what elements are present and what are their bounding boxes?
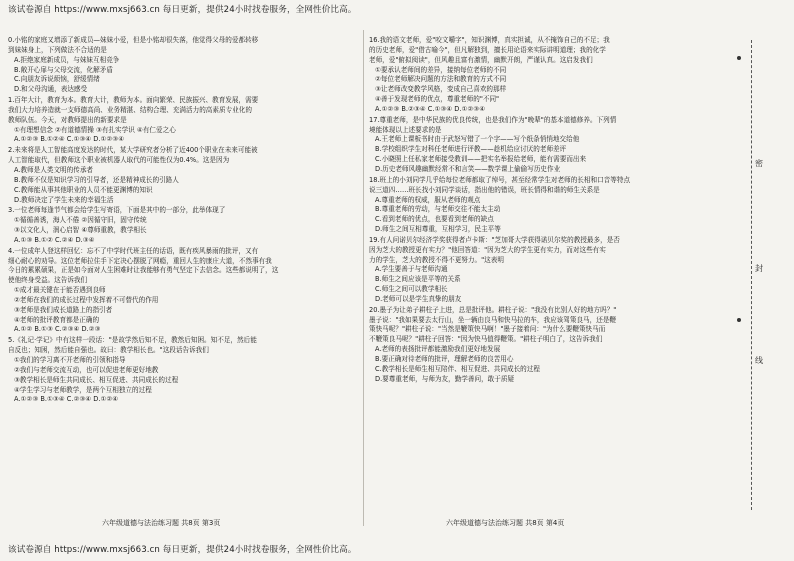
answer-option: B.要正确对待老师的批评，理解老师的良苦用心 (375, 355, 514, 363)
question-stem-line: 力的学生，芝大的教授不得不更努力。"这表明 (369, 255, 504, 264)
left-column (8, 36, 362, 406)
answer-option: A.拒绝家庭新成员，与妹妹互相竞争 (14, 55, 120, 64)
question-block (8, 146, 362, 205)
question-block (369, 116, 721, 175)
answer-option: ①有理想信念 ②有道德情操 ③有扎实学识 ④有仁爱之心 (14, 125, 176, 134)
right-column (369, 36, 721, 386)
question-block (369, 306, 721, 385)
answer-option: C.教师能从事其他职业的人员不能更渊博的知识 (14, 185, 153, 194)
question-stem-line: 策快马呢？"耕柱子说："当然是鞭策快马啊！"墨子接着问："为什么要鞭策快马而 (369, 325, 606, 334)
question-block (369, 236, 721, 305)
answer-option: A.①②③ B.①③④ C.②③④ D.①②④ (14, 395, 119, 404)
seal-mark-feng: 封 (755, 264, 763, 273)
answer-option: ④老师的批评教育都是正确的 (14, 315, 100, 324)
binding-line (751, 40, 752, 510)
seal-mark-xian: 线 (755, 356, 763, 365)
question-stem-line: 0.小铭的家庭又增添了新成员—妹妹小爱，但是小铭却很失落，他觉得父母的爱都转移 (8, 36, 259, 44)
question-stem-line: 教师队伍。今天，对教师提出的新要求是 (8, 115, 127, 124)
answer-option: ③老师是我们成长道路上的指引者 (14, 305, 113, 314)
question-block (369, 176, 721, 235)
answer-option: B.学校组织学生对科任老师进行评教——趁机给应讨厌的老师差评 (375, 145, 567, 154)
answer-option: ①要承认老师间的差异，接纳每位老师的不同 (375, 65, 507, 74)
answer-option: B.教师不仅是知识学习的引导者，还是精神成长的引路人 (14, 175, 179, 184)
answer-option: C.小晓照上任私家老师接受教训——把实名举报给老师，能有需要而出来 (375, 155, 587, 164)
source-banner-top: 该试卷源自 https://www.mxsj663.cn 每日更新，提供24小时找卷服务，全网性价比高。 (8, 5, 357, 15)
question-stem-line: 3.一位老师每逢节气都会给学生写寄语，下面是其中的一部分，此举体现了 (8, 206, 226, 215)
answer-option: A.①② B.①③ C.②③④ D.②③ (14, 325, 101, 334)
answer-option: ②老师在我们的成长过程中发挥着不可替代的作用 (14, 295, 159, 304)
question-stem-line: 1.百年大计，教育为本。教育大计，教师为本。面向繁荣、民族振兴、教育发展，需要 (8, 96, 259, 105)
source-banner-bottom: 该试卷源自 https://www.mxsj663.cn 每日更新，提供24小时找卷服务，全网性价比高。 (8, 545, 357, 555)
page-footer-right: 六年级道德与法治练习题 共8页 第4页 (446, 519, 565, 527)
answer-option: A.尊重老师的权威，服从老师的观点 (375, 195, 481, 204)
question-stem-line: 墨子说："我如果要去太行山，坐一辆由良马和快马拉的车，我应该驾策良马，还是鞭 (369, 315, 616, 324)
margin-dot (737, 56, 741, 60)
answer-option: ④善于发现老师的优点，尊重老师的"不同" (375, 95, 500, 104)
question-stem-line: 境能体现以上述要求的是 (369, 125, 442, 134)
question-block (8, 36, 362, 95)
question-stem-line: 4.一位成年人登这样回忆：忘不了中学时代班主任的话语，既有疾风暴雨的批评，又有 (8, 246, 259, 255)
answer-option: ③让老师改变教学风格，变成自己喜欢的那样 (375, 85, 507, 94)
answer-option: C.师生之间可以教学相长 (375, 285, 448, 294)
question-stem-line: 不鞭策良马呢？"耕柱子回答："因为快马值得鞭策。"耕柱子明白了，这告诉我们 (369, 335, 603, 344)
answer-option: A.王老师上课板书时由于武怒写错了一个字——写个纸条悄悄地交给他 (375, 135, 580, 144)
answer-option: ②我们与老师交流互动，也可以促进老师更好地教 (14, 365, 159, 374)
question-stem-line: 今日的累累硕果，正是如今面对人生困难时让我能够有勇气坚定下去信念。这些都说明了，这 (8, 266, 279, 275)
answer-option: B.师生之间应该是平等的关系 (375, 275, 461, 284)
question-stem-line: 自反也；知困，然后能自强也。故曰：教学相长也。"这段话告诉我们 (8, 346, 209, 355)
question-stem-line: 使他终身受益。这告诉我们 (8, 276, 88, 285)
answer-option: A.教师是人类文明的传承者 (14, 165, 94, 174)
question-stem-line: 到妹妹身上，下列做法不合适的是 (8, 45, 107, 54)
question-stem-line: 2.未来将是人工智能高度发达的时代，某大学研究者分析了近400个职业在未来可能被 (8, 146, 258, 155)
question-stem-line: 说三道四……班长找小刘同学谈话，指出他的错误，班长情得和谐的师生关系是 (369, 185, 600, 194)
question-gap (369, 385, 721, 386)
answer-option: C.看到老师的优点，也要看到老师的缺点 (375, 215, 494, 224)
question-stem-line: 5.《礼记·学记》中有这样一段话："是故学然后知不足，教然后知困。知不足，然后能 (8, 336, 257, 345)
question-block (8, 206, 362, 245)
answer-option: ④学生学习与老师教学，是两个互相独立的过程 (14, 385, 152, 394)
answer-option: A.老师的表扬批评都能激励我们更好地发展 (375, 345, 501, 354)
question-block (369, 36, 721, 115)
answer-option: A.学生要善于与老师沟通 (375, 265, 448, 274)
question-stem-line: 细心耐心的劝导。这位老师拉住手下定决心摆脱了网瘾，重回人生的康庄大道，不然事有我 (8, 256, 272, 265)
answer-option: C.向朋友诉说烦恼，舒缓情绪 (14, 75, 100, 84)
answer-option: D.历史老师风趣幽默经常不和言笑——数学课上偷偷写历史作业 (375, 164, 561, 173)
question-stem-line: 的历史老师，爱"借古喻今"，但凡解独到，擅长用论语来实际讲明道理；我的化学 (369, 45, 606, 54)
question-stem-line: 19.有人问诺贝尔经济学奖获得者卢卡斯："芝加哥大学获得诺贝尔奖的教授最多，是否 (369, 235, 620, 244)
question-stem-line: 我们大力培养造就一支师德高尚、业务精湛、结构合理、充满活力的高素质专业化的 (8, 105, 252, 114)
column-divider (363, 30, 364, 526)
question-stem-line: 18.班上的小刘同学几乎给每位老师都取了绰号，甚至经常学生对老师的长相和口音等特点 (369, 175, 631, 184)
answer-option: ②每位老师解决问题的方法和教育的方式不同 (375, 75, 507, 84)
answer-option: ①我们的学习离不开老师的引领和指导 (14, 356, 126, 364)
question-block (8, 96, 362, 145)
answer-option: A.①③ B.①② C.②④ D.③④ (14, 235, 95, 244)
question-stem-line: 老师，爱"俯拟阅读"，但风趣且富有激情，幽默开朗，严谨认真。这启发我们 (369, 55, 593, 64)
answer-option: ③以文化人，润心启智 ④尊师重教，教学相长 (14, 226, 147, 235)
answer-option: A.①②③ B.②③④ C.①③④ D.①②③④ (375, 104, 486, 113)
question-stem-line: 16.我的语文老师，爱"咬文嚼字"，知识渊博，真实担诚，从不掩饰自己的不足；我 (369, 36, 610, 44)
answer-option: D.师生之间互相尊重，互相学习，民主平等 (375, 225, 501, 234)
answer-option: B.尊重老师的劳动，与老师交往不能太主动 (375, 205, 501, 214)
question-stem-line: 人工智能取代，但教师这个职业被机器人取代的可能性仅为0.4%。这是因为 (8, 156, 230, 165)
question-gap (8, 405, 362, 406)
margin-dot (737, 318, 741, 322)
answer-option: B.敞开心扉与父母交流，化解矛盾 (14, 65, 113, 74)
question-block (8, 247, 362, 336)
answer-option: D.教师决定了学生未来的幸福生活 (14, 195, 114, 204)
answer-option: C.教学相长是师生相互陪伴、相互促进、共同成长的过程 (375, 364, 540, 373)
answer-option: A.①②③ B.①②④ C.①③④ D.①②③④ (14, 135, 125, 144)
answer-option: ③教学相长是师生共同成长、相互促进、共同成长的过程 (14, 375, 179, 384)
question-stem-line: 20.墨子为让弟子耕柱子上进，总是批评他。耕柱子说："我没有比别人好的地方吗？" (369, 305, 617, 314)
answer-option: D.和父母沟通，表达感受 (14, 85, 88, 94)
seal-mark-mi: 密 (755, 159, 763, 168)
page-footer-left: 六年级道德与法治练习题 共8页 第3页 (102, 519, 221, 527)
question-stem-line: 因为芝大的教授更有实力？"他回答道："因为芝大的学生更有实力，而对这些有实 (369, 245, 606, 254)
answer-option: ①循循善诱，海人不倦 ②因循守旧，固守传统 (14, 216, 147, 225)
question-block (8, 336, 362, 405)
question-stem-line: 17.尊重老师，是中华民族的优良传统，也是我们作为"晚辈"的基本道德修养。下列情 (369, 115, 617, 124)
answer-option: D.要尊重老师，与师为友，勤学善问，敢于质疑 (375, 374, 515, 383)
answer-option: ①成才最关键在于能否遇到良师 (14, 286, 106, 295)
answer-option: D.老师可以是学生真挚的朋友 (375, 294, 462, 303)
